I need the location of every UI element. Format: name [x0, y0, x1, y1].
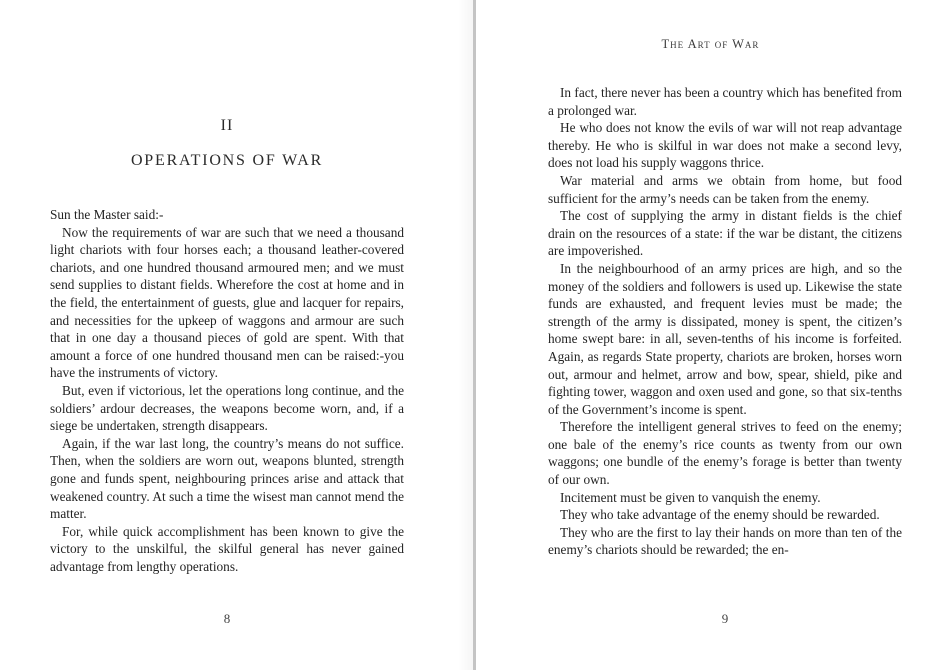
right-page-body	[548, 84, 902, 559]
gutter-shadow	[458, 0, 473, 670]
paragraph: Now the requirements of war are such that we need a thousand light chariots with four horses each; a thousand leather-covered chariots, and one hundred thousand armoured men; and we must send supplies to distant fields. Wherefore the cost at home and in the field, the entertainment of guests, glue and lacquer for repairs, and necessities for the upkeep of waggons and armour are such that in one day a thousand pieces of gold are spent. With that amount a force of one hundred thousand men can be raised:-you have the instruments of victory.	[50, 224, 404, 381]
paragraph: War material and arms we obtain from home, but food sufficient for the army’s needs can be taken from the enemy.	[548, 172, 902, 206]
paragraph: They who are the first to lay their hands on more than ten of the enemy’s chariots should be rewarded; the en-	[548, 524, 902, 558]
paragraph: Again, if the war last long, the country’s means do not suffice. Then, when the soldiers are worn out, weapons blunted, strength gone and funds spent, neighbouring princes arise and attack that weakened country. At such a time the wisest man cannot mend the matter.	[50, 435, 404, 522]
paragraph: In the neighbourhood of an army prices are high, and so the money of the soldiers and followers is used up. Likewise the state funds are exhausted, and frequent levies must be made; the strength of the army is dissipated, money is spent, the citizen’s home swept bare: in all, seven-tenths of his income is forfeited. Again, as regards State property, chariots are broken, horses worn out, armour and helmet, arrow and bow, spear, shield, pike and fighting tower, waggon and oxen used and gone, so that six-tenths of the Government’s income is spent.	[548, 260, 902, 417]
left-page-body	[50, 206, 404, 575]
running-header	[476, 37, 945, 52]
chapter-number: II	[220, 117, 234, 134]
paragraph: For, while quick accomplishment has been known to give the victory to the unskilful, the skilful general has never gained advantage from lengthy operations.	[50, 523, 404, 574]
paragraph: In fact, there never has been a country which has benefited from a prolonged war.	[548, 85, 902, 118]
page-number: 9	[721, 611, 729, 626]
running-header-text: The Art of War	[661, 37, 760, 51]
paragraph: Therefore the intelligent general strives to feed on the enemy; one bale of the enemy’s rice counts as twenty from our own waggons; one bundle of the enemy’s forage is better than twenty of our own.	[548, 419, 902, 488]
paragraph: They who take advantage of the enemy should be rewarded.	[560, 507, 880, 523]
chapter-title: OPERATIONS OF WAR	[130, 152, 324, 169]
paragraph: Incitement must be given to vanquish the enemy.	[560, 489, 821, 505]
right-page	[476, 0, 945, 670]
paragraph: Sun the Master said:-	[50, 207, 164, 222]
paragraph: The cost of supplying the army in distant fields is the chief drain on the resources of a state: if the war be distant, the citizens are impoverished.	[548, 208, 902, 259]
paragraph: He who does not know the evils of war will not reap advantage thereby. He who is skilful in war does not make a second levy, does not load his supply waggons thrice.	[548, 120, 902, 171]
paragraph: But, even if victorious, let the operations long continue, and the soldiers’ ardour decreases, the weapons become worn, and, if a siege be undertaken, strength disappears.	[50, 382, 404, 434]
page-number: 8	[223, 611, 231, 626]
